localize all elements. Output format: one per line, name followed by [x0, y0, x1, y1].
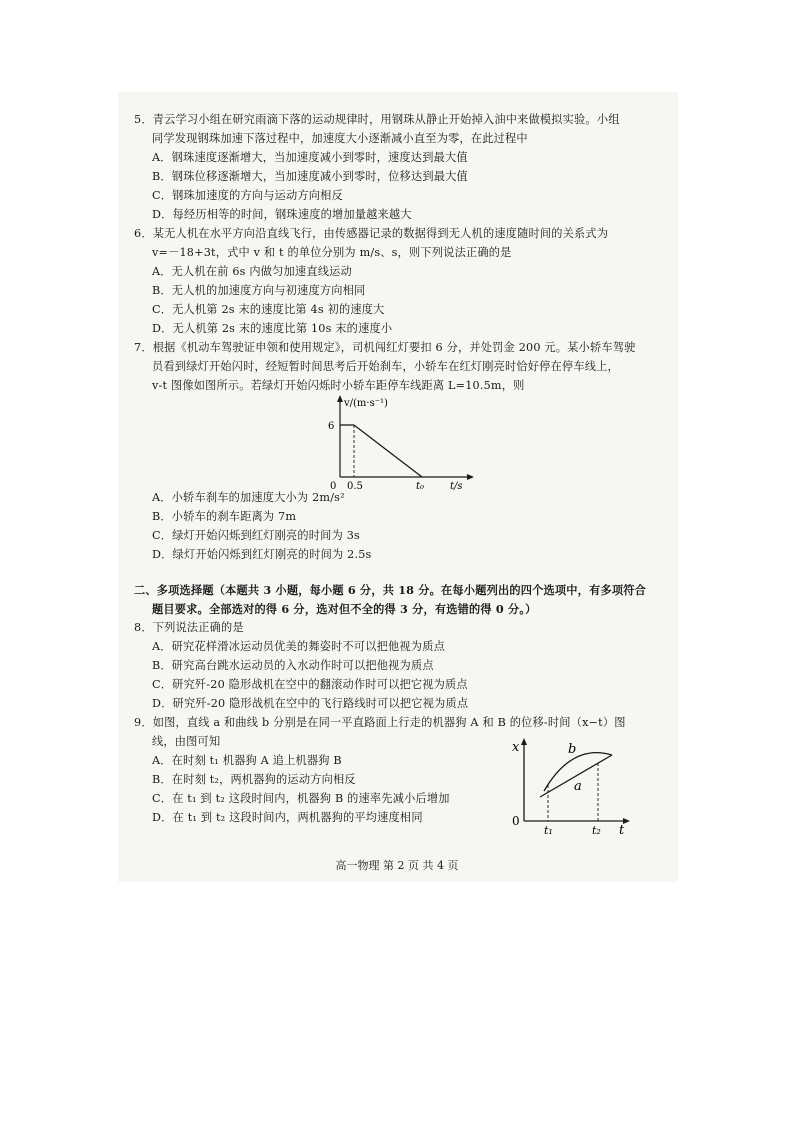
q7-stem-line3: v-t 图像如图所示。若绿灯开始闪烁时小轿车距停车线距离 L=10.5m，则: [152, 379, 525, 392]
q5-option-d: D．每经历相等的时间，钢珠速度的增加量越来越大: [152, 208, 412, 221]
q9-t2-label: t₂: [592, 824, 601, 835]
q7-t0-label: t₀: [416, 481, 425, 492]
q9-curve-b-label: b: [568, 742, 577, 757]
q7-option-d: D．绿灯开始闪烁到红灯刚亮的时间为 2.5s: [152, 548, 372, 561]
q7-y-label: v/(m·s⁻¹): [344, 398, 388, 409]
q8-option-c: C．研究歼-20 隐形战机在空中的翻滚动作时可以把它视为质点: [152, 678, 468, 691]
q6-stem-line2: v=－18+3t，式中 v 和 t 的单位分别为 m/s、s，则下列说法正确的是: [152, 246, 512, 259]
q9-origin-label: 0: [512, 814, 520, 828]
q6-option-b: B．无人机的加速度方向与初速度方向相同: [152, 284, 366, 297]
q9-stem-line2: 线，由图可知: [152, 735, 221, 748]
q8-option-a: A．研究花样滑冰运动员优美的舞姿时不可以把他视为质点: [152, 640, 445, 653]
q9-x-arrow-icon: [521, 738, 527, 745]
q6-option-c: C．无人机第 2s 末的速度比第 4s 初的速度大: [152, 303, 385, 316]
q7-t1-label: 0.5: [347, 481, 363, 492]
q7-stem-line1: 7．根据《机动车驾驶证申领和使用规定》，司机闯红灯要扣 6 分，并处罚金 200 元。某小轿车驾驶: [134, 341, 636, 354]
section2-heading-line2: 题目要求。全部选对的得 6 分，选对但不全的得 3 分，有选错的得 0 分。）: [152, 602, 537, 616]
q7-option-b: B．小轿车的刹车距离为 7m: [152, 510, 297, 523]
q5-option-c: C．钢珠加速度的方向与运动方向相反: [152, 189, 343, 202]
q7-stem-line2: 员看到绿灯开始闪时，经短暂时间思考后开始刹车，小轿车在红灯刚亮时恰好停在停车线上，: [152, 360, 619, 373]
q5-option-a: A．钢珠速度逐渐增大，当加速度减小到零时，速度达到最大值: [152, 151, 468, 164]
section2-heading-line1: 二、多项选择题（本题共 3 小题，每小题 6 分，共 18 分。在每小题列出的四个选项中，有多项符合: [134, 583, 647, 597]
q9-option-d: D．在 t₁ 到 t₂ 这段时间内，两机器狗的平均速度相同: [152, 811, 423, 824]
q9-line-a-label: a: [574, 779, 582, 794]
q9-xt-graph: [508, 735, 636, 835]
q7-option-a: A．小轿车刹车的加速度大小为 2m/s²: [152, 491, 345, 504]
q5-option-b: B．钢珠位移逐渐增大，当加速度减小到零时，位移达到最大值: [152, 170, 468, 183]
q7-y-arrow-icon: [337, 395, 343, 402]
q9-option-b: B．在时刻 t₂，两机器狗的运动方向相反: [152, 773, 356, 786]
q9-stem-line1: 9．如图，直线 a 和曲线 b 分别是在同一平直路面上行走的机器狗 A 和 B 的位移-时间（x−t）图: [134, 716, 626, 729]
q9-option-a: A．在时刻 t₁ 机器狗 A 追上机器狗 B: [152, 754, 342, 767]
q7-option-c: C．绿灯开始闪烁到红灯刚亮的时间为 3s: [152, 529, 360, 542]
q5-stem-line1: 5．青云学习小组在研究雨滴下落的运动规律时，用钢珠从静止开始掉入油中来做模拟实验。小组: [134, 113, 620, 126]
q6-stem-line1: 6．某无人机在水平方向沿直线飞行，由传感器记录的数据得到无人机的速度随时间的关系式为: [134, 227, 609, 240]
q7-velocity-braking-segment: [354, 425, 422, 477]
q7-v0-label: 6: [328, 421, 335, 432]
q8-option-b: B．研究高台跳水运动员的入水动作时可以把他视为质点: [152, 659, 434, 672]
q8-stem: 8．下列说法正确的是: [134, 621, 244, 634]
q6-option-a: A．无人机在前 6s 内做匀加速直线运动: [152, 265, 352, 278]
q9-option-c: C．在 t₁ 到 t₂ 这段时间内，机器狗 B 的速率先减小后增加: [152, 792, 450, 805]
q8-option-d: D．研究歼-20 隐形战机在空中的飞行路线时可以把它视为质点: [152, 697, 469, 710]
page-footer: 高一物理 第 2 页 共 4 页: [335, 859, 459, 872]
q9-t-label: t: [619, 823, 625, 835]
q5-stem-line2: 同学发现钢珠加速下落过程中，加速度大小逐渐减小直至为零，在此过程中: [152, 132, 528, 145]
q7-x-arrow-icon: [467, 474, 474, 480]
q7-x-label: t/s: [450, 481, 463, 492]
q7-vt-graph: [320, 393, 480, 493]
q6-option-d: D．无人机第 2s 末的速度比第 10s 末的速度小: [152, 322, 393, 335]
q7-origin-label: 0: [330, 481, 337, 492]
q9-x-label: x: [512, 740, 520, 755]
q9-t1-label: t₁: [544, 824, 553, 835]
